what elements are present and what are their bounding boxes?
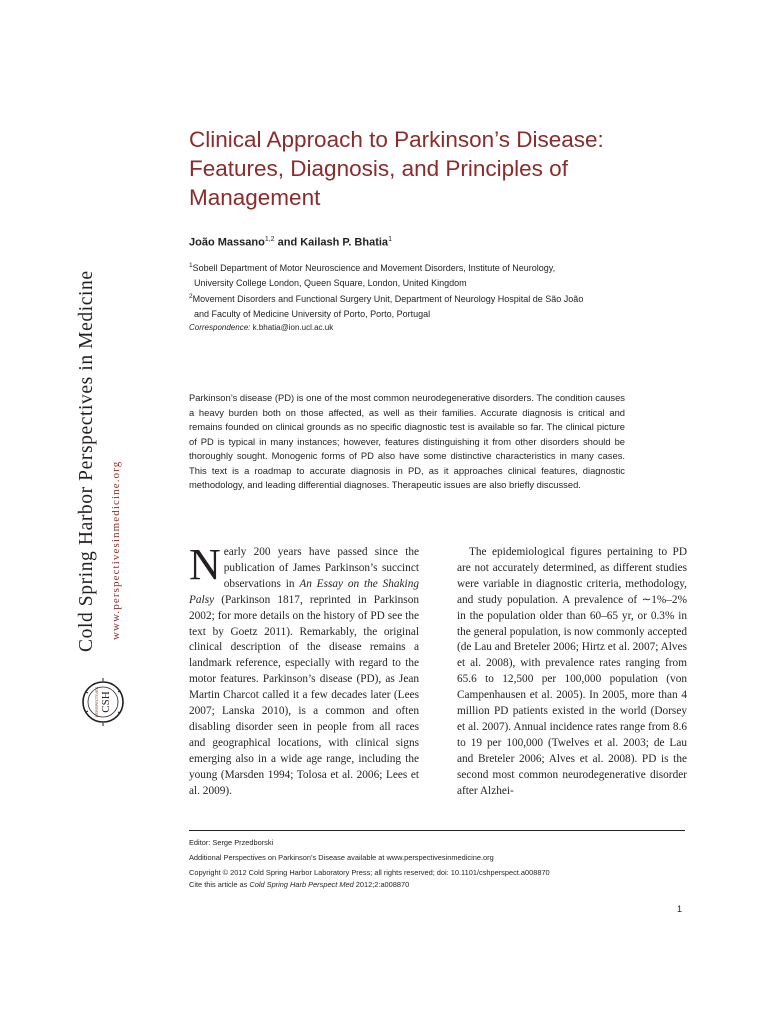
logo-subtext: PERSPECTIVES — [94, 686, 99, 718]
affiliation-1: $^1$Sobell Department of Motor Neuroscience and Movement Disorders, Institute of Neurology, University College London, Queen Square, London, United Kingdom — [189, 262, 556, 288]
affiliation-line: Sobell Department of Motor Neuroscience and Movement Disorders, Institute of Neurology, — [192, 263, 556, 273]
affiliation-marker: 1 — [388, 236, 392, 243]
correspondence-email[interactable]: k.bhatia@ion.ucl.ac.uk — [250, 323, 334, 332]
body-column-right — [457, 545, 687, 800]
sidebar-journal-name: Cold Spring Harbor Perspectives in Medicine — [76, 270, 97, 652]
cited-work-title: An Essay on the Shaking Palsy — [189, 577, 419, 606]
article-title: Clinical Approach to Parkinson’s Disease: Features, Diagnosis, and Principles of Management — [189, 127, 604, 210]
body-text: The epidemiological figures pertaining to PD are not accurately determined, as different studies were variable in diagnostic criteria, methodology, and study population. A prevalence of ∼1%–2% in the population older than 60–65 yr, or 0.3% in the general population, is now commonly accepted (de Lau and Breteler 2006; Hirtz et al. 2007; Alves et al. 2008), with prevalence rates ranging from 65.6 to 12,500 per 100,000 population (von Campenhausen et al. 2005). In 2005, more than 4 million PD patients existed in the world (Dorsey et al. 2007). Annual incidence rates range from 8.6 to 19 per 100,000 (Twelves et al. 2003; de Lau and Breteler 2006; Alves et al. 2008). PD is the second most common neurodegenerative disorder after Alzhei- — [457, 546, 687, 797]
body-text: (Parkinson 1817, reprinted in Parkinson 2002; for more details on the history of PD see the text by Goetz 2011). Remarkably, the original clinical description of the disease remains a landmark reference, especially with regard to the motor features. Parkinson’s disease (PD), as Jean Martin Charcot called it a few decades later (Lees 2007; Lanska 2010), is a common and often disabling disorder seen in people from all races and geographical locations, with clinical signs emerging also in a wide age range, including the young (Marsden 1994; Tolosa et al. 2006; Lees et al. 2009). — [189, 593, 419, 797]
abstract: Parkinson’s disease (PD) is one of the most common neurodegenerative disorders. The condition causes a heavy burden both on those affected, as well as their families. Accurate diagnosis is critical and remains founded on clinical grounds as no specific diagnostic test is available so far. The clinical picture of PD is typical in many instances; however, features distinguishing it from other disorders should be thoroughly sought. Monogenic forms of PD also have some distinctive characteristics in many cases. This text is a roadmap to accurate diagnosis in PD, as it approaches clinical features, diagnostic methodology, and leading differential diagnoses. Therapeutic issues are also briefly discussed. — [189, 392, 625, 490]
body-text: early 200 years have passed since the publication of James Parkinson’s succinct observations in — [223, 546, 419, 590]
author-name: Kailash P. Bhatia — [300, 236, 389, 249]
footer-additional[interactable]: Additional Perspectives on Parkinson’s Disease available at www.perspectivesinmedicine.org — [189, 853, 494, 862]
correspondence-label: Correspondence: — [189, 323, 251, 332]
logo-text: CSH — [100, 691, 112, 713]
author-conjunction: and — [274, 236, 301, 249]
affiliation-line: Movement Disorders and Functional Surgery Unit, Department of Neurology Hospital de São João — [192, 294, 584, 304]
correspondence — [189, 323, 333, 332]
sidebar-journal-url[interactable]: www.perspectivesinmedicine.org — [110, 460, 122, 640]
author-list — [189, 236, 392, 249]
csh-logo-icon — [78, 662, 128, 742]
affiliation-marker: 1,2 — [264, 236, 275, 243]
page-number: 1 — [677, 904, 683, 914]
footer-divider — [189, 830, 685, 831]
affiliation-line: University College London, Queen Square, London, United Kingdom — [194, 277, 467, 288]
author-name: João Massano — [189, 236, 265, 249]
footer-citation: Cite this article as Cold Spring Harb Perspect Med 2012;2:a008870 — [189, 880, 410, 889]
affiliation-line: and Faculty of Medicine University of Porto, Porto, Portugal — [194, 308, 431, 319]
drop-cap: N — [189, 540, 221, 589]
citation-journal: Cold Spring Harb Perspect Med — [249, 880, 354, 889]
affiliation-2: $^2$Movement Disorders and Functional Surgery Unit, Department of Neurology Hospital de São João and Faculty of Medicine University of Porto, Porto, Portugal — [189, 293, 584, 319]
footer-copyright: Copyright © 2012 Cold Spring Harbor Laboratory Press; all rights reserved; doi: 10.1101/cshperspect.a008870 — [189, 868, 550, 877]
footer-editor: Editor: Serge Przedborski — [189, 838, 274, 847]
body-column-left — [189, 540, 419, 800]
